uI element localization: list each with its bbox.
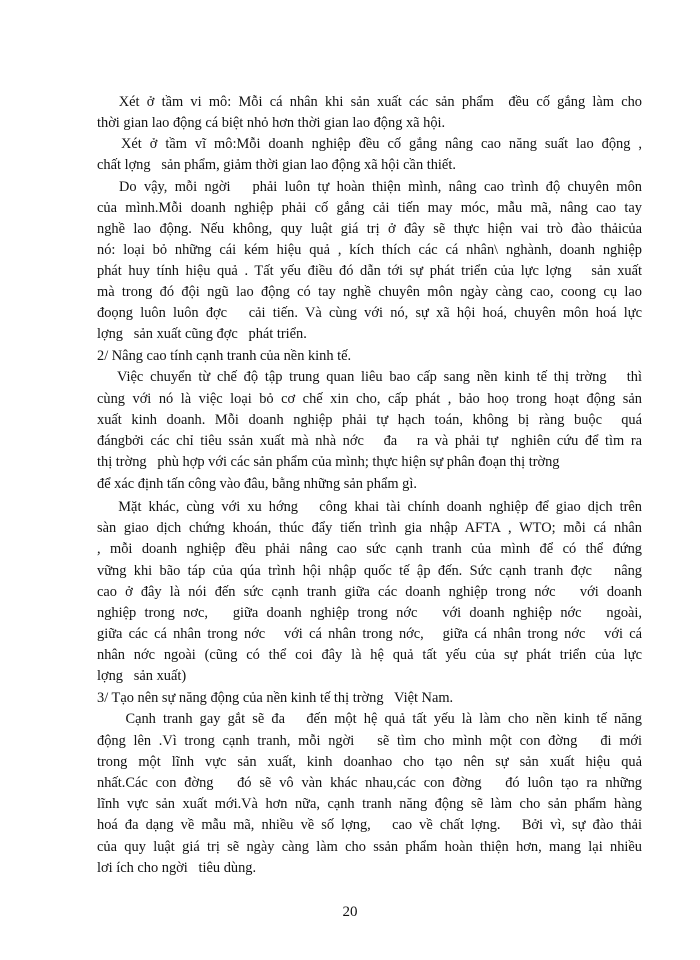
text-line: cao ở đây là nói đến sức cạnh tranh giữa các doanh nghiệp trong nớc với doanh: [97, 584, 642, 600]
text-line: xuất kinh doanh. Mỗi doanh nghiệp phải tự hạch toán, không bị ràng buộc quá: [97, 412, 642, 428]
text-line: của quy luật giá trị sẽ ngày càng làm cho ssản phẩm hoàn thiện hơn, mang lại nhiều: [97, 839, 642, 855]
text-line: chất lợng sản phẩm, giảm thời gian lao động xã hội cần thiết.: [97, 157, 456, 173]
text-line: lĩnh vực sản xuất mới.Và hơn nữa, cạnh tranh năng động sẽ làm cho sản phẩm hàng: [97, 796, 642, 812]
text-line: , mỗi doanh nghiệp đều phải nâng cao sức cạnh tranh của mình để có thể đứng: [97, 541, 642, 557]
text-line: nghề lao động. Nếu không, quy luật giá trị ở đây sẽ thực hiện vai trò đào thảicủa: [97, 221, 642, 237]
text-line: giữa các cá nhân trong nớc với cá nhân trong nớc, giữa cá nhân trong nớc với cá: [97, 626, 642, 642]
text-line: đángbởi các chỉ tiêu ssản xuất mà nhà nớc đa ra và phải tự nghiên cứu để tìm ra: [97, 433, 642, 449]
text-line: nghiệp trong nơc, giữa doanh nghiệp trong nớc với doanh nghiệp nớc ngoài,: [97, 605, 642, 621]
text-line: thời gian lao động cá biệt nhỏ hơn thời gian lao động xã hội.: [97, 115, 446, 131]
text-line: mà trong đó đội ngũ lao động có tay nghề chuyên môn ngày càng cao, coong cụ lao: [97, 284, 642, 300]
text-line: 2/ Nâng cao tính cạnh tranh của nền kinh tế.: [97, 348, 352, 364]
page-number: 20: [342, 904, 358, 920]
text-line: vững khi bão táp của qúa trình hội nhập quốc tế ập đến. Sức cạnh tranh đợc nâng: [97, 563, 642, 579]
text-line: trong một lĩnh vực sản xuất, kinh doanhao cho tạo nên sự sản xuất hiệu quả: [97, 754, 642, 770]
text-line: Xét ở tầm vi mô: Mỗi cá nhân khi sản xuất các sản phẩm đều cố gắng làm cho: [97, 94, 642, 110]
text-line: Cạnh tranh gay gắt sẽ đa đến một hệ quả tất yếu là làm cho nền kinh tế năng: [97, 711, 642, 727]
text-line: thị trờng phù hợp với các sản phẩm của mình; thực hiện sự phân đoạn thị trờng: [97, 454, 560, 470]
text-line: 3/ Tạo nên sự năng động của nền kinh tế thị trờng Việt Nam.: [97, 690, 454, 706]
text-line: nó: loại bỏ những cái kém hiệu quả , kích thích các cá nhân\ nghành, doanh nghiệp: [97, 242, 642, 258]
text-line: sàn giao dịch chứng khoán, thúc đẩy tiến trình gia nhập AFTA , WTO; mỗi cá nhân: [97, 520, 642, 536]
text-line: đoọng luôn luôn đợc cải tiến. Và cùng với nó, sự xã hội hoá, chuyên môn hoá lực: [97, 305, 642, 321]
text-line: phát huy tính hiệu quả . Tất yếu điều đó dẫn tới sự phát triển của lực lợng sản xuất: [97, 263, 642, 279]
text-line: Do vậy, mỗi ngời phải luôn tự hoàn thiện mình, nâng cao trình độ chuyên môn: [97, 179, 642, 195]
text-line: của mình.Mỗi doanh nghiệp phải cố gắng cải tiến may móc, mẫu mã, nâng cao tay: [97, 200, 642, 216]
text-line: lơi ích cho ngời tiêu dùng.: [97, 860, 257, 876]
text-line: nhất.Các con đờng đó sẽ vô vàn khác nhau,các con đờng đó luôn tạo ra những: [97, 775, 642, 791]
text-line: cùng với nó là việc loại bỏ cơ chế xin cho, cấp phát , bảo hoọ trong hoạt động sản: [97, 391, 642, 407]
text-line: Việc chuyển từ chế độ tập trung quan liêu bao cấp sang nền kinh tế thị trờng thì: [97, 369, 642, 385]
text-line: lợng sản xuất cũng đợc phát triển.: [97, 326, 307, 342]
text-line: động lên .Vì trong cạnh tranh, mỗi ngời sẽ tìm cho mình một con đờng đi mới: [97, 733, 642, 749]
text-line: nhân nớc ngoài (cũng có thể coi đây là hệ quả tất yếu của sự phát triển của lực: [97, 647, 642, 663]
text-line: lợng sản xuất): [97, 668, 187, 684]
text-line: Mặt khác, cùng với xu hớng công khai tài chính doanh nghiệp để giao dịch trên: [97, 499, 642, 515]
text-line: hoá đa dạng về mẫu mã, nhiều về số lợng, cao về chất lợng. Bởi vì, sự đào thải: [97, 817, 642, 833]
text-line: Xét ở tầm vĩ mô:Mỗi doanh nghiệp đều cố gắng nâng cao năng suất lao động ,: [97, 136, 642, 152]
text-line: để xác định tấn công vào đâu, bằng những sản phẩm gì.: [97, 476, 417, 492]
